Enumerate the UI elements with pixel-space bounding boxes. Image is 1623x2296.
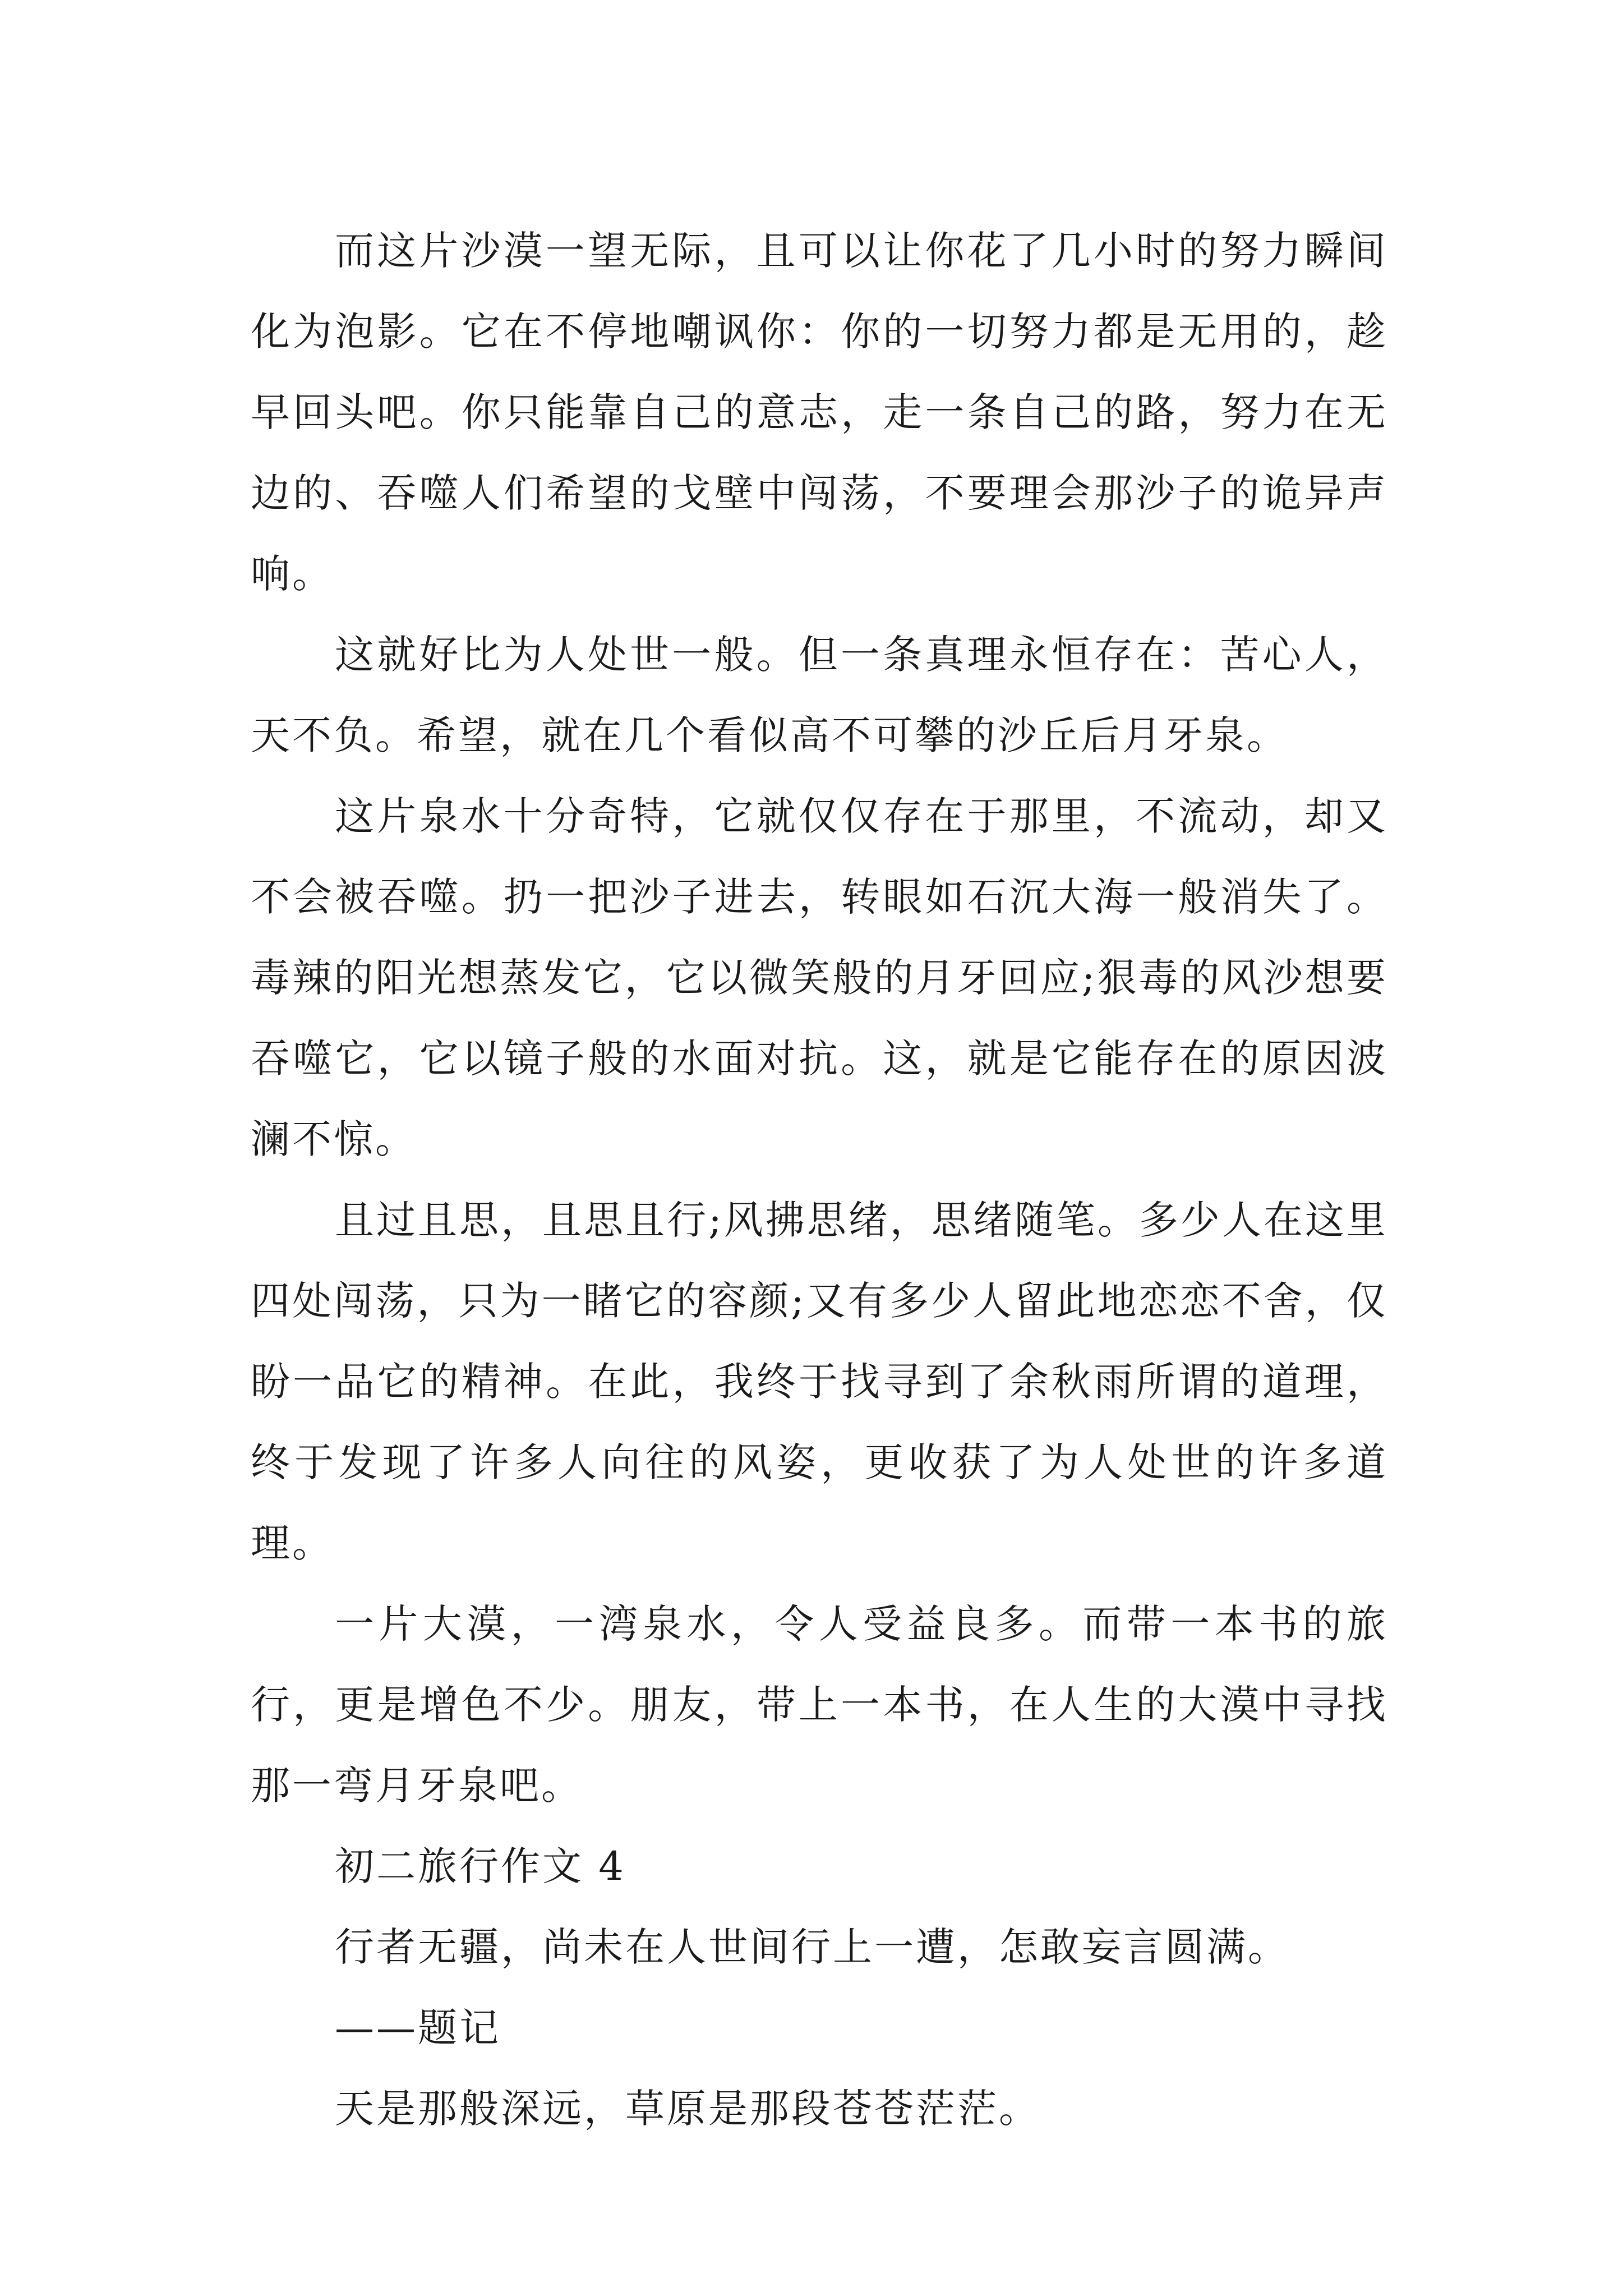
document-body [251, 210, 1388, 2149]
paragraph: 且过且思，且思且行;风拂思绪，思绪随笔。多少人在这里四处闯荡，只为一睹它的容颜;又有多少人留此地恋恋不舍，仅盼一品它的精神。在此，我终于找寻到了余秋雨所谓的道理，终于发现了许多人向往的风姿，更收获了为人处世的许多道理。 [251, 1197, 1388, 1566]
paragraph: 而这片沙漠一望无际，且可以让你花了几小时的努力瞬间化为泡影。它在不停地嘲讽你：你的一切努力都是无用的，趁早回头吧。你只能靠自己的意志，走一条自己的路，努力在无边的、吞噬人们希望的戈壁中闯荡，不要理会那沙子的诡异声响。 [251, 228, 1388, 597]
paragraph: 这片泉水十分奇特，它就仅仅存在于那里，不流动，却又不会被吞噬。扔一把沙子进去，转眼如石沉大海一般消失了。毒辣的阳光想蒸发它，它以微笑般的月牙回应;狠毒的风沙想要吞噬它，它以镜子般的水面对抗。这，就是它能存在的原因波澜不惊。 [251, 793, 1388, 1162]
paragraph: 一片大漠，一湾泉水，令人受益良多。而带一本书的旅行，更是增色不少。朋友，带上一本书，在人生的大漠中寻找那一弯月牙泉吧。 [251, 1601, 1388, 1809]
paragraph: 这就好比为人处世一般。但一条真理永恒存在：苦心人，天不负。希望，就在几个看似高不可攀的沙丘后月牙泉。 [251, 632, 1388, 758]
paragraph-last: 天是那般深远，草原是那段苍苍茫茫。 [335, 2086, 1040, 2132]
section-title: 初二旅行作文 4 [335, 1843, 626, 1889]
epigraph: 行者无疆，尚未在人世间行上一遭，怎敢妄言圆满。 [335, 1924, 1289, 1970]
epigraph-attribution: ——题记 [335, 2005, 501, 2051]
